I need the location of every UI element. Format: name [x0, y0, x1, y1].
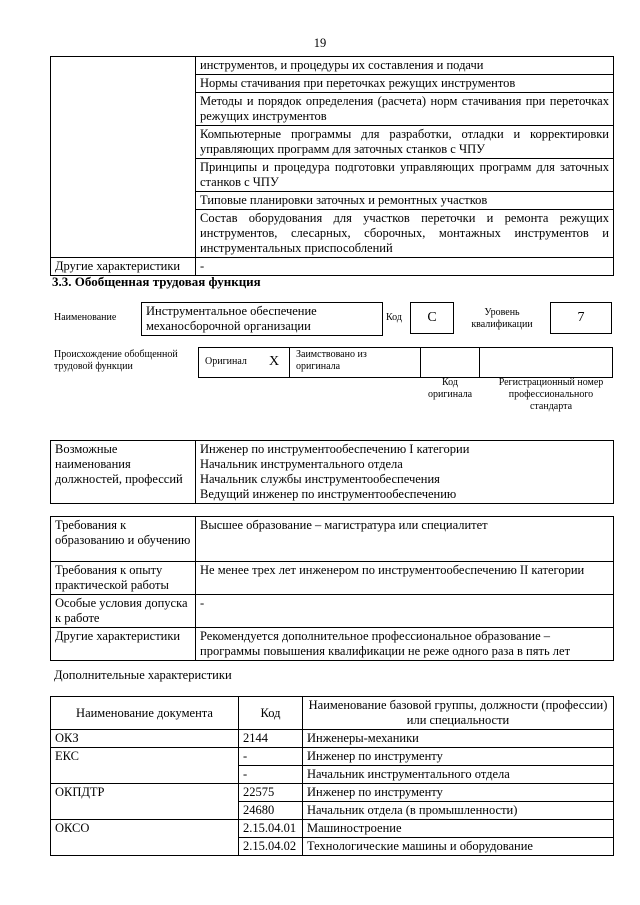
doc-name: ОКПДТР: [51, 784, 239, 820]
doc-code: -: [239, 748, 303, 766]
admission-value: -: [196, 595, 614, 628]
doc-position: Инженер по инструменту: [303, 784, 614, 802]
education-value: Высшее образование – магистратура или специалитет: [196, 517, 614, 562]
code-original-label: Код оригинала: [427, 377, 473, 400]
position-item: Ведущий инженер по инструментообеспечению: [200, 487, 457, 501]
positions-label: Возможные наименования должностей, профессий: [51, 441, 196, 504]
other-label: Другие характеристики: [51, 628, 196, 661]
knowledge-item: Принципы и процедура подготовки управляющих программ для заточных станков с ЧПУ: [196, 159, 614, 192]
original-cell: [198, 347, 290, 378]
other-characteristics-label: Другие характеристики: [51, 258, 196, 276]
other-characteristics-value: -: [196, 258, 614, 276]
header-name: Наименование базовой группы, должности (профессии) или специальности: [303, 697, 614, 730]
name-value: Инструментальное обеспечение механосборочной организации: [141, 302, 383, 336]
experience-value: Не менее трех лет инженером по инструментообеспечению II категории: [196, 562, 614, 595]
level-value: 7: [550, 302, 612, 334]
other-value: Рекомендуется дополнительное профессиональное образование – программы повышения квалификации не реже одного раза в пять лет: [196, 628, 614, 661]
empty-label-cell: [51, 57, 196, 258]
header-code: Код: [239, 697, 303, 730]
knowledge-item: Нормы стачивания при переточках режущих инструментов: [196, 75, 614, 93]
knowledge-item: Состав оборудования для участков переточки и ремонта режущих инструментов, слесарных, сборочных, монтажных инструментов и инструментальных приспособлений: [196, 210, 614, 258]
doc-position: Машиностроение: [303, 820, 614, 838]
code-original-cell: [420, 347, 480, 378]
original-label: Оригинал: [205, 356, 247, 367]
name-label: Наименование: [54, 312, 117, 323]
top-knowledge-table: [50, 56, 614, 276]
position-item: Начальник службы инструментообеспечения: [200, 472, 440, 486]
code-value: C: [410, 302, 454, 334]
borrowed-cell: [289, 347, 421, 378]
knowledge-item: Компьютерные программы для разработки, отладки и корректировки управляющих программ для заточных станков с ЧПУ: [196, 126, 614, 159]
borrowed-label: Заимствовано из оригинала: [296, 349, 367, 372]
code-label: Код: [386, 312, 402, 323]
doc-position: Инженеры-механики: [303, 730, 614, 748]
level-label: Уровень квалификации: [471, 307, 533, 330]
doc-name: ЕКС: [51, 748, 239, 784]
doc-code: 2.15.04.01: [239, 820, 303, 838]
doc-code: 24680: [239, 802, 303, 820]
experience-label: Требования к опыту практической работы: [51, 562, 196, 595]
doc-name: ОКЗ: [51, 730, 239, 748]
reg-number-label: Регистрационный номер профессионального стандарта: [498, 377, 604, 412]
reg-number-cell: [479, 347, 613, 378]
requirements-table: [50, 516, 614, 661]
doc-code: -: [239, 766, 303, 784]
position-item: Инженер по инструментообеспечению I категории: [200, 442, 470, 456]
page-number: 19: [313, 36, 327, 50]
doc-code: 22575: [239, 784, 303, 802]
education-label: Требования к образованию и обучению: [51, 517, 196, 562]
origin-label: Происхождение обобщенной трудовой функции: [54, 349, 178, 372]
original-mark: X: [269, 354, 280, 369]
positions-list: [196, 441, 614, 504]
doc-code: 2.15.04.02: [239, 838, 303, 856]
knowledge-item: Типовые планировки заточных и ремонтных участков: [196, 192, 614, 210]
position-item: Начальник инструментального отдела: [200, 457, 403, 471]
additional-table: [50, 696, 614, 856]
admission-label: Особые условия допуска к работе: [51, 595, 196, 628]
doc-position: Технологические машины и оборудование: [303, 838, 614, 856]
knowledge-item: Методы и порядок определения (расчета) норм стачивания при переточках режущих инструментов: [196, 93, 614, 126]
positions-table: [50, 440, 614, 504]
doc-name: ОКСО: [51, 820, 239, 856]
section-title: 3.3. Обобщенная трудовая функция: [52, 274, 261, 289]
doc-code: 2144: [239, 730, 303, 748]
doc-position: Инженер по инструменту: [303, 748, 614, 766]
header-document: Наименование документа: [51, 697, 239, 730]
doc-position: Начальник отдела (в промышленности): [303, 802, 614, 820]
additional-title: Дополнительные характеристики: [54, 668, 232, 682]
doc-position: Начальник инструментального отдела: [303, 766, 614, 784]
knowledge-item: инструментов, и процедуры их составления и подачи: [196, 57, 614, 75]
